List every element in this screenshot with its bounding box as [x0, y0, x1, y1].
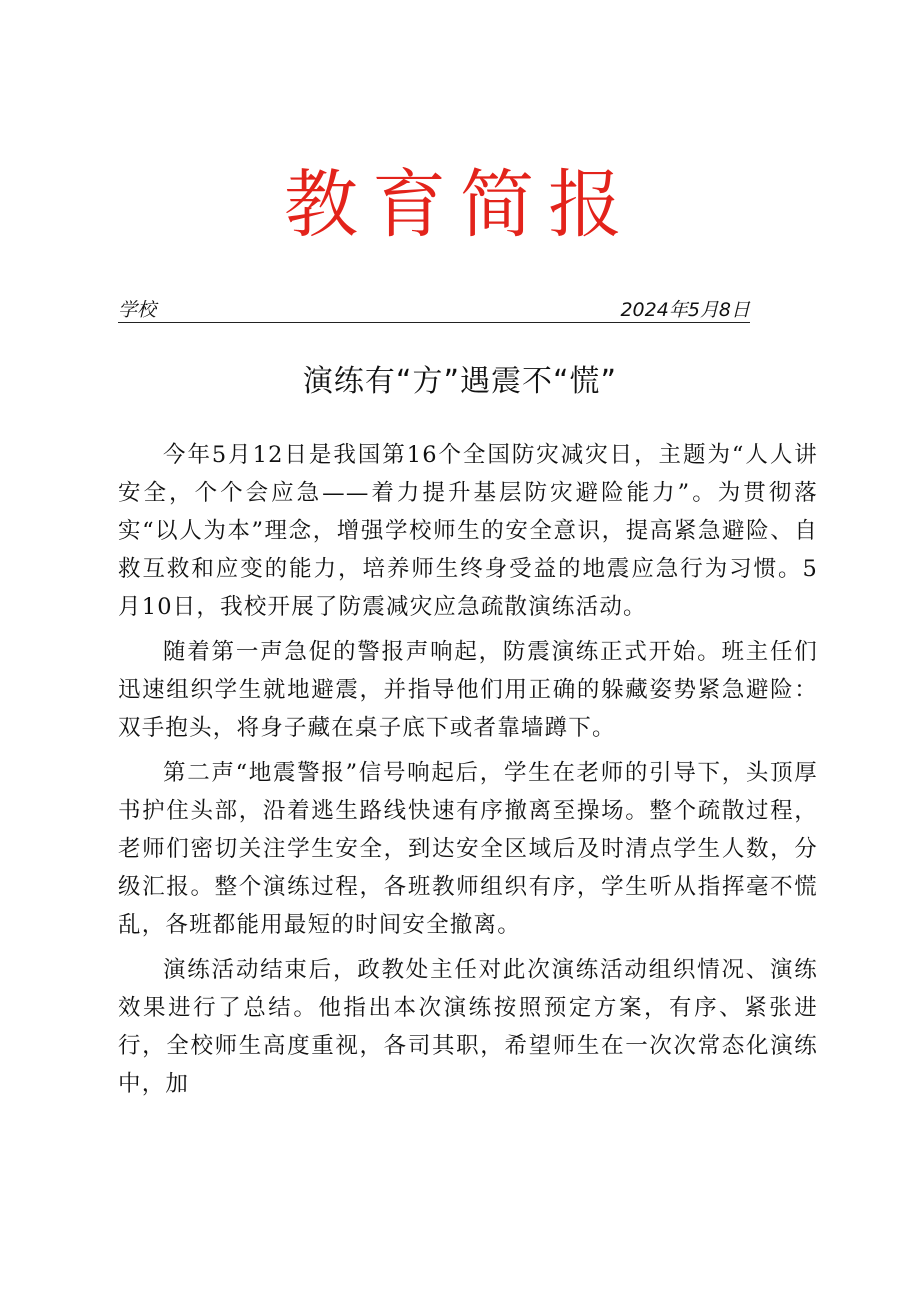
school-label: 学校 [118, 299, 157, 321]
paragraph: 第二声“地震警报”信号响起后，学生在老师的引导下，头顶厚书护住头部，沿着逃生路线快速有序撤离至操场。整个疏散过程，老师们密切关注学生安全，到达安全区域后及时清点学生人数，分级汇报。整个演练过程，各班教师组织有序，学生听从指挥毫不慌乱，各班都能用最短的时间安全撤离。 [118, 760, 818, 938]
paragraph: 今年5月12日是我国第16个全国防灾减灾日，主题为“人人讲安全，个个会应急——着力提升基层防灾避险能力”。为贯彻落实“以人为本”理念，增强学校师生的安全意识，提高紧急避险、自救互救和应变的能力，培养师生终身受益的地震应急行为习惯。5月10日，我校开展了防震减灾应急疏散演练活动。 [118, 442, 818, 620]
info-line [118, 298, 750, 323]
issue-date: 2024年5月8日 [620, 299, 750, 321]
article-body [118, 436, 818, 1110]
paragraph: 演练活动结束后，政教处主任对此次演练活动组织情况、演练效果进行了总结。他指出本次演练按照预定方案，有序、紧张进行，全校师生高度重视，各司其职，希望师生在一次次常态化演练中，加 [118, 957, 818, 1097]
article-title: 演练有“方”遇震不“慌” [302, 364, 618, 399]
paragraph: 随着第一声急促的警报声响起，防震演练正式开始。班主任们迅速组织学生就地避震，并指导他们用正确的躲藏姿势紧急避险：双手抱头，将身子藏在桌子底下或者靠墙蹲下。 [118, 639, 818, 741]
masthead-title: 教育简报 [284, 162, 636, 248]
